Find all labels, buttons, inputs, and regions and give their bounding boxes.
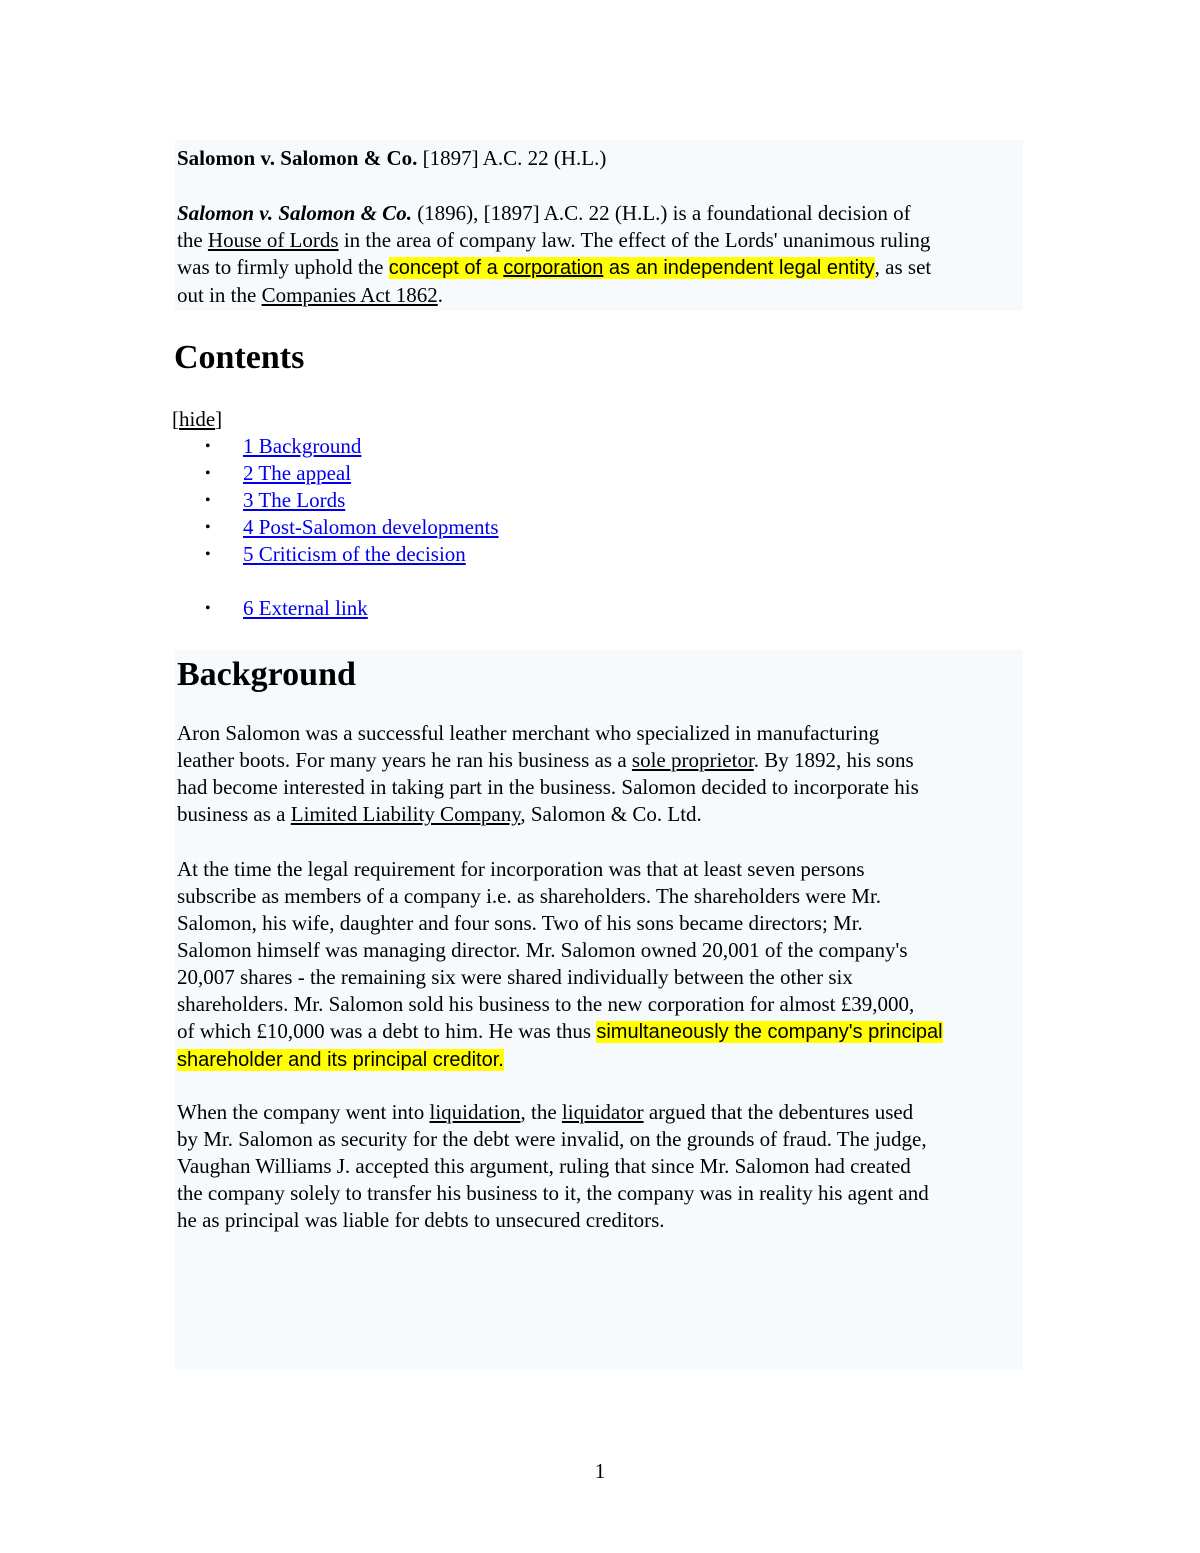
highlight: shareholder and its principal creditor. [177, 1049, 504, 1071]
toc-link-external-link[interactable]: 6 External link [243, 596, 368, 620]
liquidation-link[interactable]: liquidation [429, 1100, 521, 1124]
toc-link-background[interactable]: 1 Background [243, 434, 362, 458]
liquidator-link[interactable]: liquidator [561, 1100, 644, 1124]
contents-heading: Contents [174, 339, 305, 376]
text-line: At the time the legal requirement for incorporation was that at least seven persons [177, 857, 865, 881]
toc-item [205, 460, 499, 487]
background-paragraph-3 [177, 1099, 929, 1234]
highlight-text: as an independent legal entity [603, 257, 875, 279]
toc-link-post-salomon[interactable]: 4 Post-Salomon developments [243, 515, 499, 539]
bracket: ] [215, 407, 223, 431]
bullet-icon: • [205, 546, 211, 563]
background-paragraph-1 [177, 720, 919, 828]
text-line: subscribe as members of a company i.e. as shareholders. The shareholders were Mr. [177, 884, 882, 908]
corporation-link[interactable]: corporation [503, 257, 604, 279]
bracket: [ [172, 407, 179, 431]
bullet-icon: • [205, 438, 211, 455]
table-of-contents [205, 433, 499, 622]
background-heading: Background [177, 656, 356, 693]
text-line: by Mr. Salomon as security for the debt were invalid, on the grounds of fraud. The judge, [177, 1127, 927, 1151]
title-citation: [1897] A.C. 22 (H.L.) [417, 146, 607, 170]
sole-proprietor-link[interactable]: sole proprietor [631, 748, 754, 772]
intro-text: . [437, 283, 443, 307]
house-of-lords-link[interactable]: House of Lords [207, 228, 339, 252]
text: of which £10,000 was a debt to him. He was thus [177, 1019, 597, 1043]
hide-link[interactable]: hide [179, 407, 216, 431]
intro-text: was to firmly uphold the [177, 255, 389, 279]
intro-case-name: Salomon v. Salomon & Co. [177, 201, 412, 225]
text-line: Aron Salomon was a successful leather merchant who specialized in manufacturing [177, 721, 880, 745]
background-paragraph-2 [177, 856, 943, 1074]
toc-item [205, 541, 499, 568]
toc-link-criticism[interactable]: 5 Criticism of the decision [243, 542, 466, 566]
text-line: Salomon himself was managing director. Mr. Salomon owned 20,001 of the company's [177, 938, 908, 962]
intro-text: the [177, 228, 208, 252]
toc-item [205, 433, 499, 460]
document-title [177, 145, 606, 172]
toc-item [205, 514, 499, 541]
text-line: Vaughan Williams J. accepted this argument, ruling that since Mr. Salomon had created [177, 1154, 911, 1178]
bullet-icon: • [205, 600, 211, 617]
text-line: he as principal was liable for debts to unsecured creditors. [177, 1208, 665, 1232]
text: argued that the debentures used [643, 1100, 914, 1124]
intro-paragraph [177, 200, 931, 309]
text: leather boots. For many years he ran his business as a [177, 748, 632, 772]
bullet-icon: • [205, 465, 211, 482]
bullet-icon: • [205, 492, 211, 509]
highlight-text: concept of a [388, 257, 504, 279]
toc-toggle [172, 406, 222, 433]
text: . By 1892, his sons [753, 748, 914, 772]
toc-link-the-appeal[interactable]: 2 The appeal [243, 461, 352, 485]
page-number: 1 [594, 1459, 606, 1483]
text-line: shareholders. Mr. Salomon sold his business to the new corporation for almost £39,000, [177, 992, 915, 1016]
companies-act-link[interactable]: Companies Act 1862 [261, 283, 438, 307]
text: , the [520, 1100, 562, 1124]
text-line: the company solely to transfer his business to it, the company was in reality his agent and [177, 1181, 929, 1205]
bullet-icon: • [205, 519, 211, 536]
intro-line-2: in the area of company law. The effect of the Lords' unanimous ruling [338, 228, 931, 252]
title-case-name: Salomon v. Salomon & Co. [177, 146, 418, 170]
text: When the company went into [177, 1100, 430, 1124]
toc-link-the-lords[interactable]: 3 The Lords [243, 488, 346, 512]
text-line: 20,007 shares - the remaining six were shared individually between the other six [177, 965, 853, 989]
text: business as a [177, 802, 291, 826]
intro-text: , as set [874, 255, 932, 279]
toc-item [205, 487, 499, 514]
text-line: had become interested in taking part in the business. Salomon decided to incorporate his [177, 775, 919, 799]
highlight [389, 257, 875, 279]
text-line: Salomon, his wife, daughter and four sons. Two of his sons became directors; Mr. [177, 911, 863, 935]
highlight: simultaneously the company's principal [596, 1021, 943, 1043]
toc-item [205, 595, 499, 622]
text: , Salomon & Co. Ltd. [520, 802, 702, 826]
intro-text: out in the [177, 283, 262, 307]
intro-line-1: (1896), [1897] A.C. 22 (H.L.) is a foundational decision of [411, 201, 911, 225]
limited-liability-company-link[interactable]: Limited Liability Company [290, 802, 521, 826]
